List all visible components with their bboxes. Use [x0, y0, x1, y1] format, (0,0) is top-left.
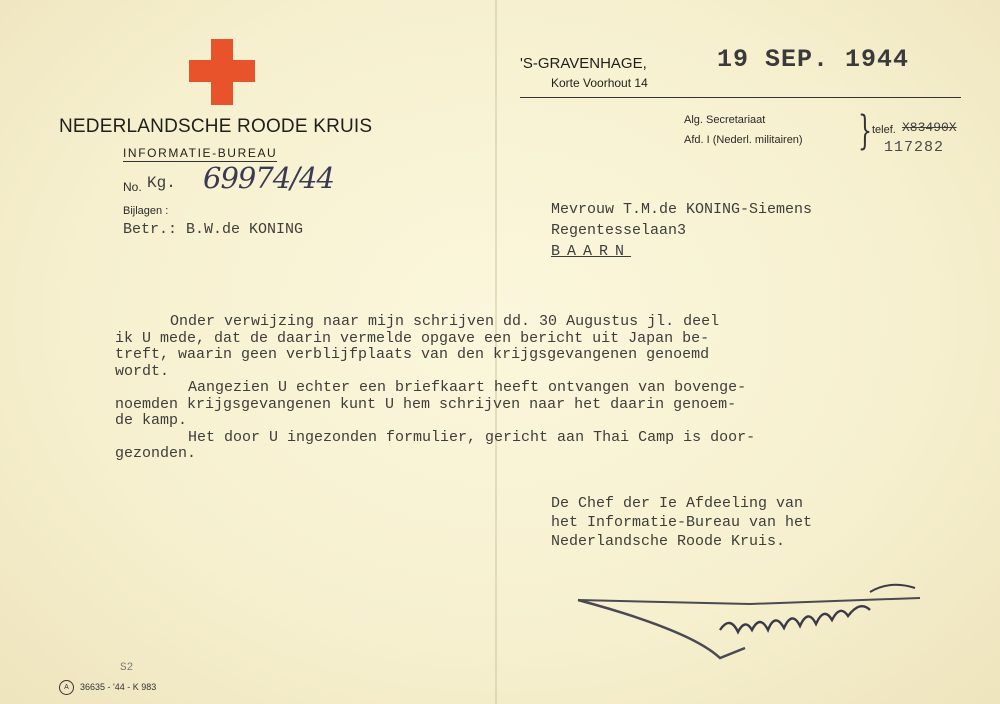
department-military: Afd. I (Nederl. militairen): [684, 134, 803, 146]
body-line: wordt.: [115, 362, 170, 380]
letter-body: [115, 313, 980, 463]
office-mark: S2: [120, 662, 134, 674]
date-stamp: 19 SEP. 1944: [717, 45, 910, 74]
attachments-label: Bijlagen :: [123, 205, 169, 217]
reference-label: No.: [123, 180, 142, 194]
body-line: Het door U ingezonden formulier, gericht aan Thai Camp is door-: [188, 428, 756, 446]
recipient-city: BAARN: [551, 243, 632, 260]
recipient-name: Mevrouw T.M.de KONING-Siemens: [551, 201, 813, 218]
subject-line: Betr.: B.W.de KONING: [123, 221, 304, 238]
body-line: Aangezien U echter een briefkaart heeft ontvangen van bovenge-: [188, 379, 747, 396]
phone-old-struck: X83490X: [902, 120, 957, 135]
signature-line: Nederlandsche Roode Kruis.: [551, 533, 786, 550]
body-line: gezonden.: [115, 445, 197, 462]
address-rule: [520, 97, 961, 98]
printer-logo-icon: A: [59, 680, 74, 695]
signature-line: De Chef der Ie Afdeeling van: [551, 495, 804, 512]
handwritten-signature-icon: [570, 570, 930, 670]
body-line: ik U mede, dat de daarin vermelde opgave een bericht uit Japan be-: [115, 329, 710, 347]
phone-label: telef.: [872, 124, 896, 136]
organization-name: NEDERLANDSCHE ROODE KRUIS: [59, 116, 373, 137]
body-line: noemden krijgsgevangenen kunt U hem schrijven naar het daarin genoem-: [115, 395, 737, 413]
sender-street: Korte Voorhout 14: [551, 76, 648, 90]
recipient-street: Regentesselaan3: [551, 222, 687, 239]
brace-icon: }: [858, 108, 872, 154]
body-line: de kamp.: [115, 412, 188, 429]
sender-city: 'S-GRAVENHAGE,: [520, 55, 647, 72]
reference-prefix: Kg.: [147, 174, 176, 192]
reference-number-handwritten: 69974/44: [203, 161, 334, 195]
phone-new: 117282: [884, 139, 945, 156]
signature-block: [551, 494, 812, 551]
bureau-name: INFORMATIE-BUREAU: [123, 146, 278, 160]
department-secretariat: Alg. Secretariaat: [684, 114, 766, 126]
signature-line: het Informatie-Bureau van het: [551, 514, 813, 531]
body-line: Onder verwijzing naar mijn schrijven dd. 30 Augustus jl. deel: [170, 313, 720, 330]
print-code: [59, 680, 156, 695]
body-line: treft, waarin geen verblijfplaats van den krijgsgevangenen genoemd: [115, 346, 710, 363]
print-code-text: 36635 - '44 - K 983: [80, 681, 157, 692]
red-cross-logo: [189, 39, 255, 105]
